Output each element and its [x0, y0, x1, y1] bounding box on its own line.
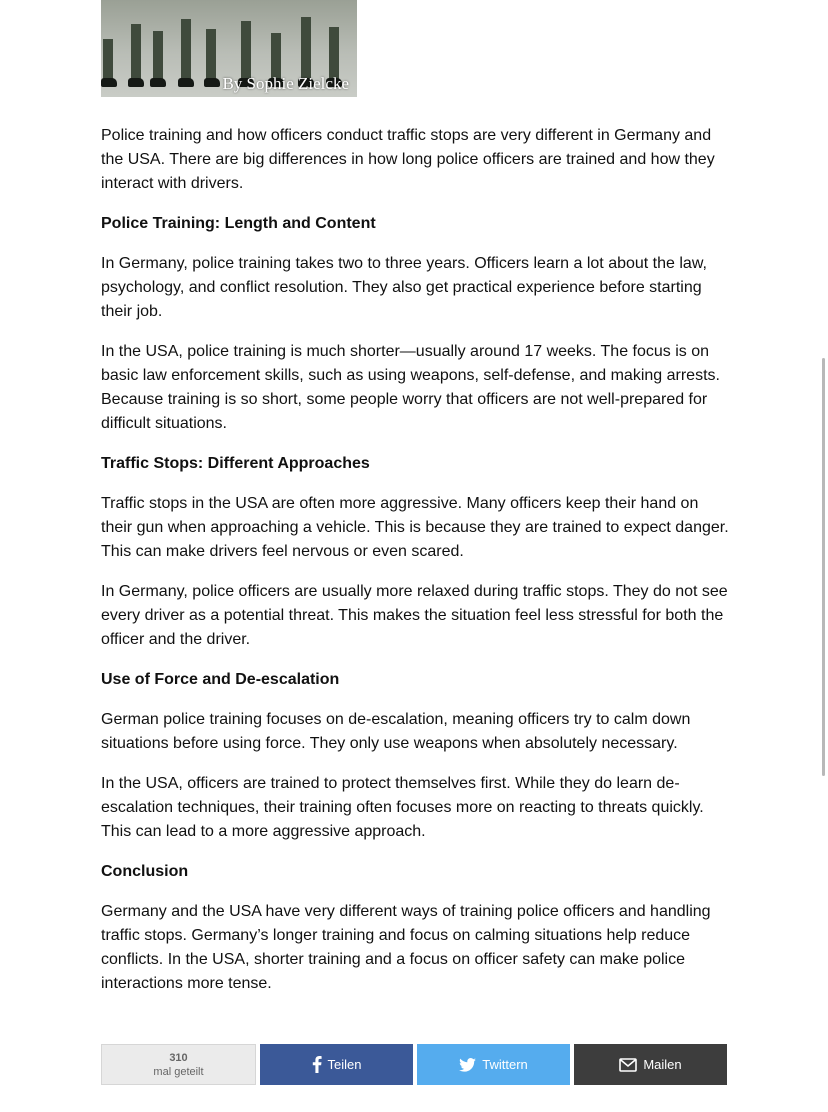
facebook-share-label: Teilen — [327, 1057, 362, 1072]
mail-share-label: Mailen — [643, 1057, 682, 1072]
twitter-share-label: Twittern — [482, 1057, 528, 1072]
share-count-number: 310 — [169, 1051, 188, 1064]
share-bar — [101, 1044, 727, 1085]
facebook-share-button[interactable] — [260, 1044, 413, 1085]
twitter-bird-icon — [459, 1058, 476, 1072]
paragraph: In the USA, police training is much shorter—usually around 17 weeks. The focus is on basic law enforcement skills, such as using weapons, self-defense, and making arrests. Because training is so short, some people worry that officers are not well-prepared for difficult situations. — [101, 343, 720, 432]
paragraph: In Germany, police officers are usually more relaxed during traffic stops. They do not see every driver as a potential threat. This makes the situation feel less stressful for both the officer and the driver. — [101, 583, 728, 648]
share-count-label: mal geteilt — [153, 1065, 204, 1078]
paragraph: In the USA, officers are trained to protect themselves first. While they do learn de-escalation techniques, their training often focuses more on reacting to threats quickly. This can lead to a more aggressive approach. — [101, 775, 704, 840]
intro-paragraph: Police training and how officers conduct traffic stops are very different in Germany and the USA. There are big differences in how long police officers are trained and how they interact with drivers. — [101, 127, 715, 192]
section-heading-traffic-stops: Traffic Stops: Different Approaches — [101, 455, 370, 472]
paragraph: German police training focuses on de-escalation, meaning officers try to calm down situations before using force. They only use weapons when absolutely necessary. — [101, 711, 691, 752]
article-body — [101, 124, 731, 1012]
facebook-icon — [312, 1056, 322, 1073]
article-photo — [101, 0, 357, 97]
share-count — [101, 1044, 256, 1085]
mail-share-button[interactable] — [574, 1044, 727, 1085]
section-heading-conclusion: Conclusion — [101, 863, 189, 880]
paragraph: Germany and the USA have very different ways of training police officers and handling traffic stops. Germany’s longer training and focus on calming situations help reduce conflicts. In the USA, shorter training and a focus on officer safety can make police interactions more tense. — [101, 903, 711, 992]
section-heading-force: Use of Force and De-escalation — [101, 671, 340, 688]
paragraph: In Germany, police training takes two to three years. Officers learn a lot about the law, psychology, and conflict resolution. They also get practical experience before starting their job. — [101, 255, 707, 320]
twitter-share-button[interactable] — [417, 1044, 570, 1085]
paragraph: Traffic stops in the USA are often more aggressive. Many officers keep their hand on their gun when approaching a vehicle. This is because they are trained to expect danger. This can make drivers feel nervous or even scared. — [101, 495, 729, 560]
section-heading-training: Police Training: Length and Content — [101, 215, 376, 232]
vertical-scrollbar[interactable] — [822, 358, 825, 776]
envelope-icon — [619, 1058, 637, 1072]
photo-caption: By Sophie Zielcke — [222, 74, 349, 93]
